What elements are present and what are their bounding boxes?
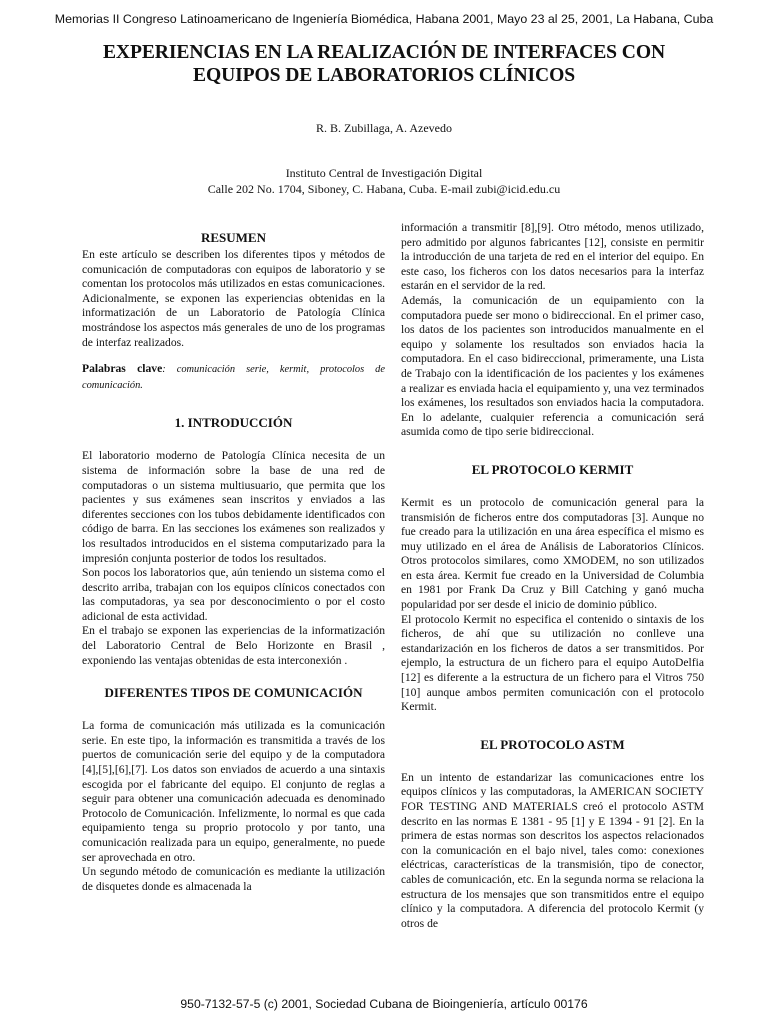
astm-paragraph-1: En un intento de estandarizar las comunicaciones entre los equipos clínicos y las computadoras, la AMERICAN SOCIETY FOR TESTING AND MATERIALS creó el protocolo ASTM descrito en las normas E 1381 - 95 [1] y E 1394 - 91 [2]. En la primera de estas normas son descritos los aspectos relacionados con la comunicación en el bajo nivel, tales como: conexiones eléctricas, características de la transmisión, tipo de conector, cables de comunicación, etc. En la segunda norma se relaciona la estructura de los mensajes que son transmitidos entre el equipo clínico y la computadora. A diferencia del protocolo Kermit (y otros de (401, 770, 704, 930)
tipos-paragraph-1: La forma de comunicación más utilizada es la comunicación serie. En este tipo, la información es transmitida a través de los puertos de comunicación serie del equipo y de la computadora [4],[5],[6],[7]. Los datos son enviados de acuerdo a una sintaxis escogida por el fabricante del equipo. El conjunto de reglas a seguir para obtener una comunicación adecuada es denominado Protocolo de Comunicación. Infelizmente, lo normal es que cada equipamiento tenga su proprio protocolo y por tanto, una comunicación realizada para un equipo, generalmente, no puede ser aprovechada en otro. (82, 719, 385, 864)
affiliation (0, 165, 768, 197)
continuation-paragraph-1: información a transmitir [8],[9]. Otro método, menos utilizado, pero admitido por algunos fabricantes [12], consiste en permitir la introducción de una tarjeta de red en el interior del equipo. En este caso, los ficheros con los datos necesarios para la interfaz estarán en el servidor de la red. (401, 221, 704, 293)
conference-header: Memorias II Congreso Latinoamericano de Ingeniería Biomédica, Habana 2001, Mayo 23 al 25, 2001, La Habana, Cuba (54, 12, 714, 26)
resumen-paragraph: En este artículo se describen los diferentes tipos y métodos de comunicación de computadoras con equipos de laboratorio y se comentan los protocolos más utilizados en estas comunicaciones. Adicionalmente, se exponen las experiencias obtenidas en la informatización de un Laboratorio de Patología Clínica mostrándose los aspectos más generales de uno de los programas de interfaz realizados. (82, 248, 385, 349)
keywords (82, 362, 385, 393)
institute-name: Instituto Central de Investigación Digital (285, 166, 483, 180)
paper-title: EXPERIENCIAS EN LA REALIZACIÓN DE INTERFACES CON EQUIPOS DE LABORATORIOS CLÍNICOS (102, 42, 666, 86)
keywords-label: Palabras clave (82, 362, 163, 376)
page-footer: 950-7132-57-5 (c) 2001, Sociedad Cubana de Bioingeniería, artículo 00176 (180, 997, 588, 1011)
kermit-paragraph-2: El protocolo Kermit no especifica el contenido o sintaxis de los ficheros, de ahí que su utilización no conlleve una estandarización en los ficheros de datos a ser transmitidos. Por ejemplo, la estructura de un fichero para el equipo AutoDelfia [12] es diferente a la estructura de un fichero para el Vitros 750 [10] aunque ambos permiten comunicación con el protocolo Kermit. (401, 612, 704, 714)
keywords-text: : comunicación serie, kermit, protocolos de comunicación. (82, 364, 385, 391)
right-column (401, 221, 704, 931)
astm-heading: EL PROTOCOLO ASTM (480, 736, 625, 752)
intro-paragraph-3: En el trabajo se exponen las experiencias de la informatización del Laboratorio Central de Belo Horizonte en Brasil , exponiendo las ventajas obtenidas de esta interconexión . (82, 624, 385, 667)
intro-paragraph-1: El laboratorio moderno de Patología Clínica necesita de un sistema de información sobre la base de una red de computadoras o un sistema multiusuario, que permita que los pacientes y sus exámenes sean inscritos y enviados a las diferentes secciones con los tubos debidamente identificados con código de barra. En las secciones los exámenes son realizados y los resultados introducidos en el sistema computarizado para la impresión conjunta posterior de todos los resultados. (82, 449, 385, 565)
institute-address: Calle 202 No. 1704, Siboney, C. Habana, Cuba. E-mail zubi@icid.edu.cu (207, 182, 561, 196)
intro-paragraph-2: Son pocos los laboratorios que, aún teniendo un sistema como el descrito arriba, trabajan con los equipos clínicos conectados con las computadoras, ya sea por desconocimiento o por el costo adicional de esta actividad. (82, 566, 385, 623)
left-column (82, 217, 385, 894)
kermit-paragraph-1: Kermit es un protocolo de comunicación general para la transmisión de ficheros entre dos computadoras [3]. Aunque no fue creado para la utilización en una área específica el mismo es muy utilizado en el área de Análisis de Laboratorios Clínicos. Otros protocolos similares, como XMODEM, no son utilizados en esta área. Kermit fue creado en la Universidad de Columbia en 1981 por Frank Da Cruz y Bill Catching y ganó mucha popularidad por ser desde el inicio de dominio público. (401, 495, 704, 612)
tipos-paragraph-2: Un segundo método de comunicación es mediante la utilización de disquetes donde es almacenada la (82, 865, 385, 893)
resumen-heading: RESUMEN (200, 230, 266, 245)
continuation-paragraph-2: Además, la comunicación de un equipamiento con la computadora puede ser mono o bidireccional. En el primer caso, los datos de los pacientes son introducidos manualmente en el equipo y solamente los resultados son enviados hacia la computadora. En el caso bidireccional, primeramente, una Lista de Trabajo con la identificación de los pacientes y los exámenes a realizar es enviada hacia el equipamiento y, una vez terminados los exámenes, los resultados son enviados hacia la computadora. En lo adelante, cualquier referencia a comunicación será asumida como de tipo serie bidireccional. (401, 293, 704, 439)
tipos-heading: DIFERENTES TIPOS DE COMUNICACIÓN (104, 685, 363, 701)
kermit-heading: EL PROTOCOLO KERMIT (471, 461, 634, 477)
authors: R. B. Zubillaga, A. Azevedo (316, 121, 452, 135)
intro-heading: 1. INTRODUCCIÓN (174, 415, 293, 431)
